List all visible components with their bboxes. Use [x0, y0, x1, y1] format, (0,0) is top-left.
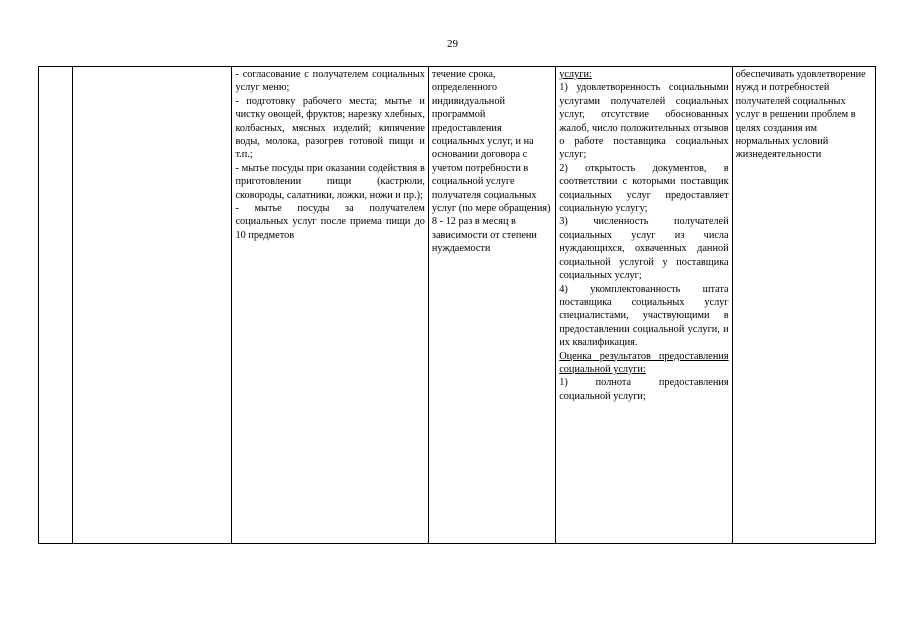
conditions-text: обеспечивать удовлетворение нужд и потребностей получателей социальных услуг в решении проблем в целях создания им нормальных условий жизнедеятельности	[735, 69, 866, 161]
list-item: 1) полнота предоставления социальной услуги;	[559, 377, 729, 402]
table-row	[39, 67, 876, 544]
list-item: - подготовку рабочего места; мытье и чистку овощей, фруктов; нарезку хлебных, колбасных, мясных изделий; кипячение воды, молока, разогрев готовой пищи и т.п.;	[235, 95, 425, 161]
table-cell-service-name	[73, 67, 232, 544]
list-item: 2) открытость документов, в соответствии с которыми поставщик социальных услуг предоставляет социальную услугу;	[559, 162, 729, 215]
terms-text: течение срока, определенного индивидуальной программой предоставления социальных услуг, и на основании договора с учетом потребности в социальной услуге получателя социальных услуг (по мере обращения) 8 - 12 раз в месяц в зависимости от степени нуждаемости	[431, 69, 551, 255]
list-item: - мытье посуды за получателем социальных услуг после приема пищи до 10 предметов	[235, 203, 425, 241]
table-cell-service-content	[232, 67, 428, 544]
list-item: 4) укомплектованность штата поставщика социальных услуг специалистами, участвующими в предоставлении социальной услуги, и их квалификация.	[559, 283, 729, 349]
services-table	[38, 66, 876, 544]
page-number: 29	[447, 38, 458, 50]
list-item: 3) численность получателей социальных услуг из числа нуждающихся, охваченных данной социальной услугой у поставщика социальных услуг;	[559, 216, 729, 282]
table-cell-terms	[428, 67, 555, 544]
table-cell-quality-indicators	[556, 67, 732, 544]
list-item: - мытье посуды при оказании содействия в приготовлении пищи (кастрюли, сковороды, салатники, ложки, ножи и пр.);	[235, 162, 425, 201]
list-item: 1) удовлетворенность социальными услугами получателей социальных услуг, отсутствие обоснованных жалоб, число положительных отзывов о работе поставщика социальных услуг;	[559, 82, 729, 161]
table-cell-index	[39, 67, 73, 544]
table-cell-conditions	[732, 67, 875, 544]
results-heading: Оценка результатов предоставления социальной услуги:	[559, 350, 729, 375]
indicators-heading: услуги:	[559, 69, 592, 80]
list-item: - согласование с получателем социальных услуг меню;	[235, 69, 425, 94]
